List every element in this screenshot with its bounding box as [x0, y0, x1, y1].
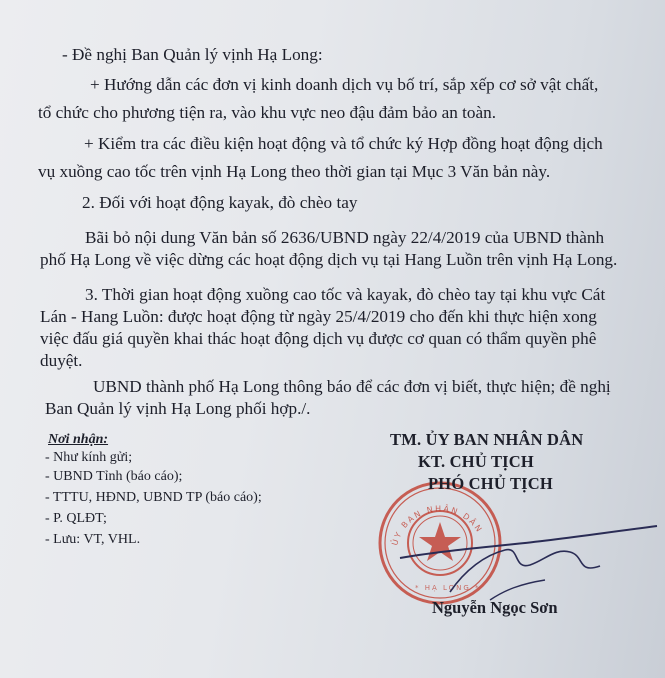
svg-text:* HẠ LONG *: * HẠ LONG *	[415, 584, 481, 592]
paragraph-guide-line2: tổ chức cho phương tiện ra, vào khu vực neo đậu đảm bảo an toàn.	[38, 103, 496, 122]
signature-org-title: TM. ỦY BAN NHÂN DÂN	[390, 430, 584, 449]
signature-position-kt: KT. CHỦ TỊCH	[418, 452, 534, 471]
recipient-item: - Như kính gửi;	[45, 450, 133, 465]
paragraph-request-bql: - Đề nghị Ban Quản lý vịnh Hạ Long:	[62, 45, 323, 64]
section-3-line3: việc đấu giá quyền khai thác hoạt động dịch vụ được cơ quan có thẩm quyền phê	[40, 329, 597, 348]
recipient-item: - P. QLĐT;	[45, 511, 107, 526]
paragraph-check-line2: vụ xuồng cao tốc trên vịnh Hạ Long theo thời gian tại Mục 3 Văn bản này.	[38, 162, 551, 181]
signature-position-vice: PHÓ CHỦ TỊCH	[428, 474, 553, 493]
recipient-item: - UBND Tỉnh (báo cáo);	[45, 469, 183, 484]
section-3-line1: 3. Thời gian hoạt động xuồng cao tốc và kayak, đò chèo tay tại khu vực Cát	[85, 285, 606, 304]
section-2-line2: phố Hạ Long về việc dừng các hoạt động dịch vụ tại Hang Luồn trên vịnh Hạ Long.	[40, 250, 618, 269]
recipients-title: Nơi nhận:	[48, 432, 109, 447]
handwritten-signature	[395, 500, 665, 610]
section-2-heading: 2. Đối với hoạt động kayak, đò chèo tay	[82, 193, 358, 212]
section-3-line4: duyệt.	[40, 351, 83, 370]
closing-line2: Ban Quản lý vịnh Hạ Long phối hợp./.	[45, 399, 311, 418]
section-3-line2: Lán - Hang Luồn: được hoạt động từ ngày 25/4/2019 cho đến khi thực hiện xong	[40, 307, 597, 326]
paragraph-check-line1: + Kiểm tra các điều kiện hoạt động và tổ chức ký Hợp đồng hoạt động dịch	[84, 134, 603, 153]
closing-line1: UBND thành phố Hạ Long thông báo để các đơn vị biết, thực hiện; đề nghị	[93, 377, 611, 396]
signer-name: Nguyễn Ngọc Sơn	[432, 598, 558, 617]
recipient-item: - Lưu: VT, VHL.	[45, 532, 141, 547]
svg-text:ỦY BAN NHÂN DÂN: ỦY BAN NHÂN DÂN	[390, 504, 485, 547]
paragraph-guide-line1: + Hướng dẫn các đơn vị kinh doanh dịch vụ bố trí, sắp xếp cơ sở vật chất,	[90, 75, 599, 94]
section-2-line1: Bãi bỏ nội dung Văn bản số 2636/UBND ngày 22/4/2019 của UBND thành	[85, 228, 605, 247]
recipient-item: - TTTU, HĐND, UBND TP (báo cáo);	[45, 490, 262, 505]
